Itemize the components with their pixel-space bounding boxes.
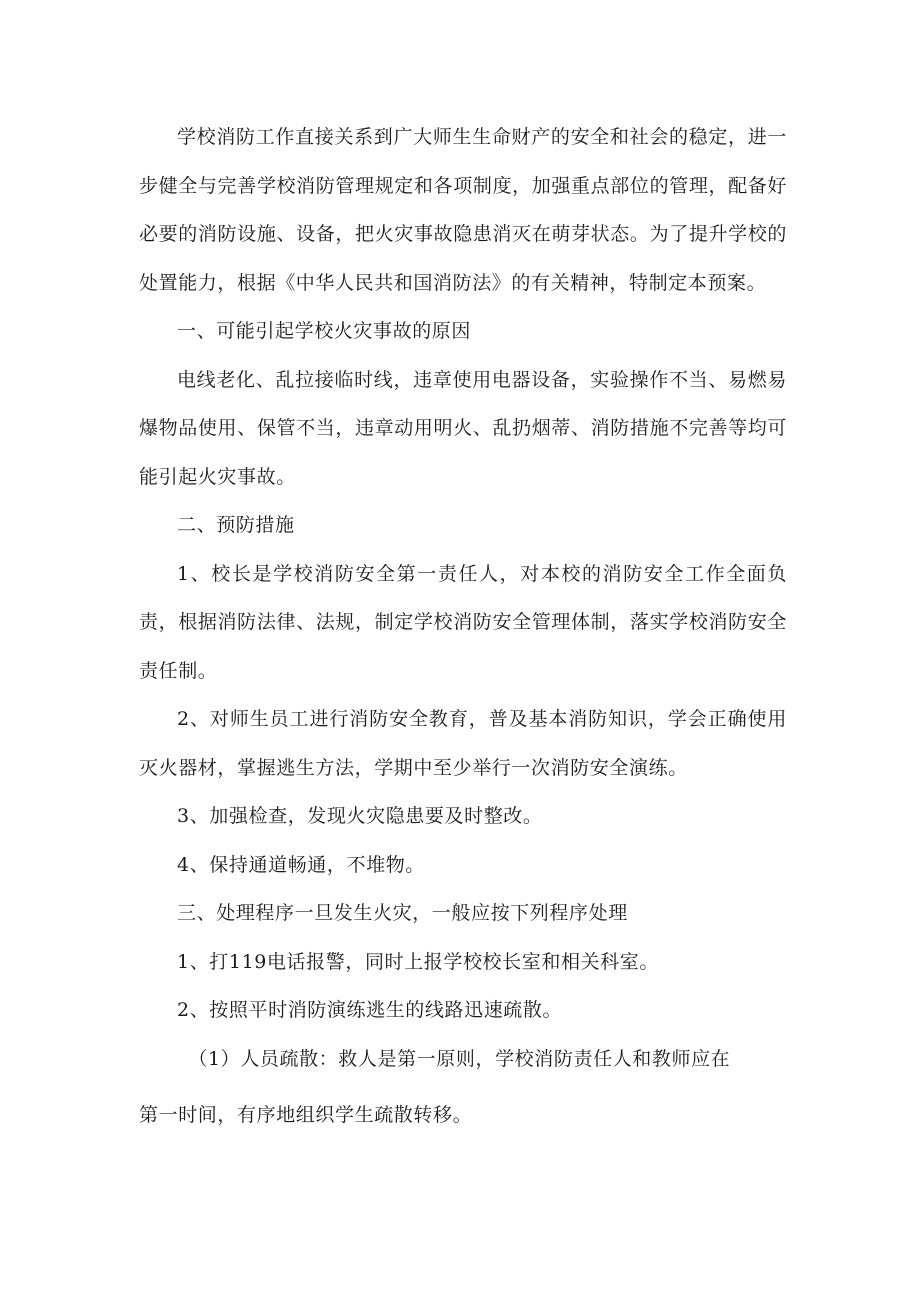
procedure-subitem-1-line: （1）人员疏散：救人是第一原则，学校消防责任人和教师应在 <box>188 1047 731 1070</box>
section-heading-prevention: 二、预防措施 <box>177 514 295 536</box>
procedure-subitem-1-continuation: 第一时间，有序地组织学生疏散转移。 <box>139 1104 473 1126</box>
document-body <box>139 113 787 1140</box>
section-heading-causes: 一、可能引起学校火灾事故的原因 <box>177 320 472 342</box>
prevention-item-4: 4、保持通道畅通，不堆物。 <box>177 853 425 876</box>
section-heading-procedure: 三、处理程序一旦发生火灾，一般应按下列程序处理 <box>177 902 628 924</box>
prevention-item-2: 2、对师生员工进行消防安全教育，普及基本消防知识，学会正确使用灭火器材，掌握逃生方法，学期中至少举行一次消防安全演练。 <box>139 708 787 779</box>
prevention-item-3: 3、加强检查，发现火灾隐患要及时整改。 <box>177 805 543 827</box>
causes-paragraph: 电线老化、乱拉接临时线，违章使用电器设备，实验操作不当、易燃易爆物品使用、保管不当，违章动用明火、乱扔烟蒂、消防措施不完善等均可能引起火灾事故。 <box>139 368 787 488</box>
procedure-item-1: 1、打119电话报警，同时上报学校校长室和相关科室。 <box>177 950 659 973</box>
intro-paragraph: 学校消防工作直接关系到广大师生生命财产的安全和社会的稳定，进一步健全与完善学校消防管理规定和各项制度，加强重点部位的管理，配备好必要的消防设施、设备，把火灾事故隐患消灭在萌芽状态。为了提升学校的处置能力，根据《中华人民共和国消防法》的有关精神，特制定本预案。 <box>139 126 787 294</box>
prevention-item-1: 1、校长是学校消防安全第一责任人，对本校的消防安全工作全面负责，根据消防法律、法规，制定学校消防安全管理体制，落实学校消防安全责任制。 <box>139 562 787 682</box>
procedure-item-2: 2、按照平时消防演练逃生的线路迅速疏散。 <box>177 999 563 1021</box>
